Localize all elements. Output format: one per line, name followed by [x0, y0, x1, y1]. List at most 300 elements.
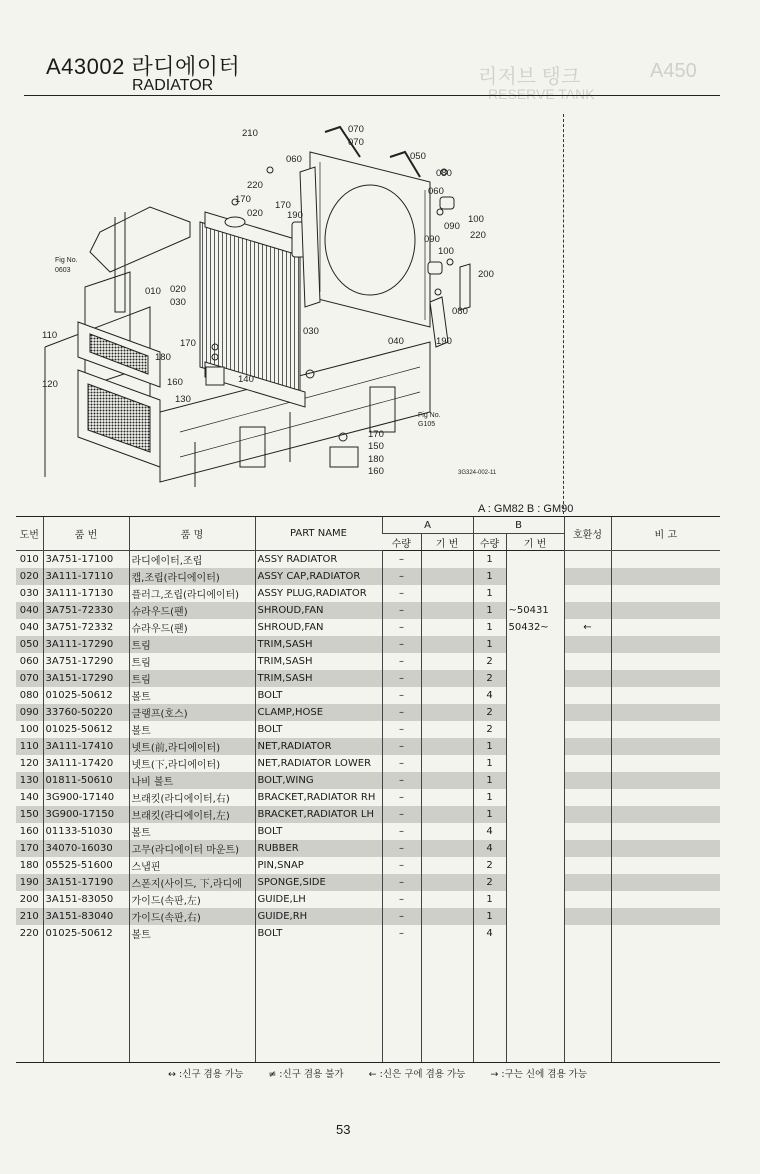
cell-sa	[421, 772, 473, 789]
page-number: 53	[336, 1122, 351, 1137]
table-row	[16, 636, 720, 653]
cell-part: 3A751-17100	[43, 551, 129, 569]
cell-qa: –	[382, 568, 421, 585]
cell-qa: –	[382, 891, 421, 908]
table-row	[16, 857, 720, 874]
cell-sb	[506, 755, 564, 772]
cell-no: 210	[16, 908, 43, 925]
cell-sa	[421, 755, 473, 772]
col-remarks-header: 비 고	[611, 517, 720, 551]
cell-ic	[564, 585, 611, 602]
cell-rm	[611, 619, 720, 636]
fig-ref-1-label: Fig No.	[55, 257, 78, 264]
cell-no: 220	[19, 928, 39, 939]
cell-sa	[421, 704, 473, 721]
callout-220a: 220	[247, 180, 263, 191]
cell-ic	[564, 670, 611, 687]
cell-no: 170	[16, 840, 43, 857]
cell-qb: 1	[473, 908, 506, 925]
col-part-no-header: 품 번	[43, 517, 129, 551]
callout-200: 200	[478, 269, 494, 280]
cell-name: NET,RADIATOR LOWER	[255, 755, 382, 772]
cell-qb: 4	[473, 687, 506, 704]
cell-name: BOLT	[255, 721, 382, 738]
cell-rm	[611, 670, 720, 687]
cell-qa: –	[382, 789, 421, 806]
cell-part: 3A751-72332	[43, 619, 129, 636]
cell-no: 050	[16, 636, 43, 653]
cell-ko: 가이드(속판,左)	[129, 891, 255, 908]
cell-ko: 나비 볼트	[129, 772, 255, 789]
callout-090a: 090	[444, 221, 460, 232]
table-row	[16, 670, 720, 687]
cell-part: 3G900-17140	[43, 789, 129, 806]
cell-empty	[382, 942, 421, 1063]
interchange-legend	[168, 1066, 609, 1080]
table-row	[16, 602, 720, 619]
table-row	[16, 568, 720, 585]
cell-ko: 고무(라디에이터 마운트)	[129, 840, 255, 857]
cell-ko: 클램프(호스)	[129, 704, 255, 721]
cell-sa	[421, 908, 473, 925]
cell-part: 01025-50612	[43, 925, 129, 942]
cell-qb: 1	[473, 806, 506, 823]
cell-ic	[564, 840, 611, 857]
cell-sa	[421, 925, 473, 942]
cell-no: 150	[16, 806, 43, 823]
cell-empty	[16, 942, 43, 1063]
cell-rm	[611, 636, 720, 653]
cell-ic	[564, 687, 611, 704]
cell-ic	[564, 925, 611, 942]
cell-ic	[564, 823, 611, 840]
callout-220b: 220	[470, 230, 486, 241]
callout-050: 050	[410, 151, 426, 162]
cell-name: GUIDE,RH	[255, 908, 382, 925]
cell-qb: 2	[473, 874, 506, 891]
cell-qa: –	[382, 908, 421, 925]
cell-name: BOLT	[255, 925, 382, 942]
cell-qa: –	[382, 874, 421, 891]
cell-qb: 1	[473, 772, 506, 789]
cell-name: PIN,SNAP	[255, 857, 382, 874]
cell-qa: –	[382, 772, 421, 789]
group-b-header: B	[473, 517, 564, 534]
cell-qa: –	[382, 840, 421, 857]
cell-empty	[43, 942, 129, 1063]
cell-no: 200	[19, 894, 39, 905]
section-title-ko: 라디에이터	[131, 54, 241, 79]
cell-sa	[421, 602, 473, 619]
table-row	[16, 687, 720, 704]
cell-no: 080	[19, 690, 39, 701]
cell-sa	[421, 857, 473, 874]
callout-020b: 020	[170, 284, 186, 295]
cell-qa: –	[382, 721, 421, 738]
ghost-title-ko: 리저브 탱크	[478, 66, 581, 88]
cell-part: 3A111-17130	[43, 585, 129, 602]
title-rule	[24, 95, 720, 96]
cell-no: 090	[16, 704, 43, 721]
cell-empty	[506, 942, 564, 1063]
cell-sa	[421, 636, 473, 653]
cell-qb: 4	[473, 840, 506, 857]
cell-ko: 브래킷(라디에이터,右)	[129, 789, 255, 806]
cell-no: 030	[19, 588, 39, 599]
callout-080b: 080	[452, 306, 468, 317]
cell-rm	[611, 840, 720, 857]
callout-040: 040	[388, 336, 404, 347]
cell-no: 140	[19, 792, 39, 803]
col-name-ko-header: 품 명	[129, 517, 255, 551]
cell-qa: –	[382, 636, 421, 653]
cell-rm	[611, 772, 720, 789]
cell-qa: –	[382, 704, 421, 721]
cell-name: BOLT	[255, 823, 382, 840]
legend-item-old-to-new: → :구는 신에 겸용 가능	[490, 1069, 587, 1080]
cell-qa: –	[382, 551, 421, 569]
callout-130: 130	[175, 394, 191, 405]
callout-140: 140	[238, 374, 254, 385]
cell-ic	[564, 755, 611, 772]
cell-ic	[564, 738, 611, 755]
fig-ref-1-number: 0603	[55, 267, 71, 274]
callout-170c: 170	[180, 338, 196, 349]
cell-rm	[611, 789, 720, 806]
cell-part: 01133-51030	[43, 823, 129, 840]
callout-150: 150	[368, 441, 384, 452]
cell-ko: 플러그,조립(라디에이터)	[129, 585, 255, 602]
cell-sb: 50432~	[506, 619, 564, 636]
legend-item-none: ≠ :신구 겸용 불가	[268, 1069, 344, 1080]
callout-160b: 160	[368, 466, 384, 477]
cell-name: BRACKET,RADIATOR RH	[255, 789, 382, 806]
cell-qb: 1	[473, 891, 506, 908]
cell-qb: 2	[473, 721, 506, 738]
cell-sb: ~50431	[506, 602, 564, 619]
cell-part: 3A111-17110	[43, 568, 129, 585]
cell-ic	[564, 653, 611, 670]
cell-sb	[506, 687, 564, 704]
callout-070b: 070	[348, 137, 364, 148]
table-row	[16, 908, 720, 925]
col-serial-a-header: 기 번	[421, 534, 473, 551]
cell-ko: 볼트	[129, 925, 255, 942]
cell-ic	[564, 789, 611, 806]
cell-sa	[421, 806, 473, 823]
callout-120: 120	[42, 379, 58, 390]
cell-name: ASSY PLUG,RADIATOR	[255, 585, 382, 602]
cell-sa	[421, 840, 473, 857]
callout-210: 210	[242, 128, 258, 139]
col-qty-a-header: 수량	[382, 534, 421, 551]
cell-qb: 2	[473, 857, 506, 874]
exploded-diagram	[30, 112, 560, 492]
cell-qb: 1	[473, 585, 506, 602]
col-interchange-header: 호환성	[564, 517, 611, 551]
cell-rm	[611, 891, 720, 908]
cell-empty	[421, 942, 473, 1063]
cell-name: ASSY RADIATOR	[255, 551, 382, 569]
callout-080a: 080	[436, 168, 452, 179]
cell-ko: 브래킷(라디에이터,左)	[129, 806, 255, 823]
cell-name: SHROUD,FAN	[255, 602, 382, 619]
section-code: A43002	[46, 54, 125, 79]
cell-rm	[611, 755, 720, 772]
cell-part: 33760-50220	[43, 704, 129, 721]
table-row	[16, 806, 720, 823]
cell-part: 34070-16030	[43, 840, 129, 857]
cell-sa	[421, 823, 473, 840]
cell-rm	[611, 721, 720, 738]
cell-sa	[421, 670, 473, 687]
cell-qa: –	[382, 602, 421, 619]
cell-part: 3A111-17420	[43, 755, 129, 772]
cell-ic	[564, 602, 611, 619]
cell-ko: 슈라우드(팬)	[129, 602, 255, 619]
cell-ko: 넷트(前,라디에이터)	[129, 738, 255, 755]
cell-name: CLAMP,HOSE	[255, 704, 382, 721]
cell-ic	[564, 636, 611, 653]
cell-rm	[611, 908, 720, 925]
table-row	[16, 891, 720, 908]
cell-part: 3A111-17410	[43, 738, 129, 755]
cell-qb: 1	[473, 619, 506, 636]
cell-sb	[506, 840, 564, 857]
cell-name: TRIM,SASH	[255, 653, 382, 670]
cell-rm	[611, 551, 720, 569]
cell-sb	[506, 925, 564, 942]
cell-no: 020	[16, 568, 43, 585]
cell-no: 100	[19, 724, 39, 735]
cell-part: 3A151-83040	[43, 908, 129, 925]
cell-part: 3A151-17290	[43, 670, 129, 687]
callout-170d: 170	[368, 429, 384, 440]
cell-qa: –	[382, 857, 421, 874]
parts-table-body	[16, 551, 720, 1063]
cell-no: 160	[19, 826, 39, 837]
table-row	[16, 925, 720, 942]
cell-sa	[421, 891, 473, 908]
legend-item-both: ↔ :신구 겸용 가능	[168, 1069, 244, 1080]
cell-sa	[421, 653, 473, 670]
cell-empty	[255, 942, 382, 1063]
cell-ko: 볼트	[129, 823, 255, 840]
table-row	[16, 874, 720, 891]
callout-060b: 060	[428, 186, 444, 197]
cell-sb	[506, 789, 564, 806]
cell-ic	[564, 908, 611, 925]
group-a-header: A	[382, 517, 473, 534]
cell-rm	[611, 585, 720, 602]
table-row	[16, 619, 720, 636]
callout-060a: 060	[286, 154, 302, 165]
cell-sa	[421, 687, 473, 704]
cell-sb	[506, 721, 564, 738]
callout-100a: 100	[468, 214, 484, 225]
cell-qb: 1	[473, 568, 506, 585]
cell-ic: ←	[564, 619, 611, 636]
cell-qb: 1	[473, 602, 506, 619]
cell-name: SPONGE,SIDE	[255, 874, 382, 891]
cell-qa: –	[382, 755, 421, 772]
cell-qb: 2	[473, 670, 506, 687]
cell-name: RUBBER	[255, 840, 382, 857]
cell-no: 060	[19, 656, 39, 667]
cell-part: 3A151-17190	[43, 874, 129, 891]
callout-030a: 030	[303, 326, 319, 337]
table-row	[16, 755, 720, 772]
fig-ref-2-number: G105	[418, 421, 436, 428]
col-serial-b-header: 기 번	[506, 534, 564, 551]
cell-empty	[473, 942, 506, 1063]
cell-name: NET,RADIATOR	[255, 738, 382, 755]
callout-160a: 160	[167, 377, 183, 388]
cell-no: 110	[16, 738, 43, 755]
callout-090b: 090	[424, 234, 440, 245]
cell-part: 3A151-83050	[43, 891, 129, 908]
ghost-code: A450	[650, 60, 697, 82]
cell-part: 3A751-72330	[43, 602, 129, 619]
callout-190a: 190	[287, 210, 303, 221]
callout-190b: 190	[436, 336, 452, 347]
cell-no: 130	[16, 772, 43, 789]
cell-rm	[611, 925, 720, 942]
cell-no: 180	[19, 860, 39, 871]
col-no-header: 도번	[16, 517, 43, 551]
cell-ic	[564, 772, 611, 789]
cell-empty	[611, 942, 720, 1063]
cell-ic	[564, 891, 611, 908]
cell-qb: 1	[473, 789, 506, 806]
section-title-en: RADIATOR	[132, 77, 214, 94]
callout-170b: 170	[275, 200, 291, 211]
dashed-divider	[563, 114, 564, 514]
cell-qb: 2	[473, 704, 506, 721]
drawing-number: 3G324-002-11	[458, 470, 497, 476]
cell-qa: –	[382, 687, 421, 704]
cell-qb: 2	[473, 653, 506, 670]
cell-qa: –	[382, 806, 421, 823]
cell-sb	[506, 823, 564, 840]
cell-name: ASSY CAP,RADIATOR	[255, 568, 382, 585]
cell-sa	[421, 551, 473, 569]
cell-qa: –	[382, 653, 421, 670]
cell-rm	[611, 687, 720, 704]
cell-rm	[611, 823, 720, 840]
cell-qb: 4	[473, 823, 506, 840]
cell-no: 010	[19, 554, 39, 565]
col-qty-b-header: 수량	[473, 534, 506, 551]
table-row	[16, 823, 720, 840]
callout-180b: 180	[368, 454, 384, 465]
table-row	[16, 840, 720, 857]
cell-ko: 트림	[129, 653, 255, 670]
table-row	[16, 704, 720, 721]
cell-no: 190	[16, 874, 43, 891]
cell-part: 3A111-17290	[43, 636, 129, 653]
cell-sb	[506, 874, 564, 891]
legend-item-new-to-old: ← :신은 구에 겸용 가능	[368, 1069, 466, 1080]
parts-table	[16, 516, 720, 1063]
cell-name: BOLT,WING	[255, 772, 382, 789]
callout-170a: 170	[235, 194, 251, 205]
cell-qa: –	[382, 585, 421, 602]
callout-020a: 020	[247, 208, 263, 219]
cell-part: 3A751-17290	[43, 653, 129, 670]
cell-qa: –	[382, 823, 421, 840]
cell-sa	[421, 738, 473, 755]
cell-sa	[421, 568, 473, 585]
cell-part: 01025-50612	[43, 687, 129, 704]
table-row	[16, 585, 720, 602]
cell-sa	[421, 789, 473, 806]
cell-qa: –	[382, 738, 421, 755]
cell-ko: 가이드(속판,右)	[129, 908, 255, 925]
cell-ic	[564, 806, 611, 823]
cell-ko: 스냅핀	[129, 857, 255, 874]
cell-rm	[611, 704, 720, 721]
table-row	[16, 721, 720, 738]
cell-no: 070	[16, 670, 43, 687]
cell-part: 01025-50612	[43, 721, 129, 738]
cell-name: TRIM,SASH	[255, 670, 382, 687]
cell-ko: 라디에이터,조립	[129, 551, 255, 569]
cell-ko: 트림	[129, 670, 255, 687]
cell-qa: –	[382, 619, 421, 636]
callout-110: 110	[42, 330, 58, 341]
cell-rm	[611, 568, 720, 585]
cell-rm	[611, 857, 720, 874]
cell-sb	[506, 704, 564, 721]
cell-ko: 캡,조립(라디에이터)	[129, 568, 255, 585]
cell-sb	[506, 636, 564, 653]
cell-ic	[564, 874, 611, 891]
table-filler-row	[16, 942, 720, 1063]
cell-sb	[506, 653, 564, 670]
cell-rm	[611, 874, 720, 891]
cell-ko: 볼트	[129, 687, 255, 704]
cell-sb	[506, 908, 564, 925]
table-row	[16, 738, 720, 755]
cell-qb: 1	[473, 755, 506, 772]
table-row	[16, 551, 720, 569]
cell-qb: 1	[473, 738, 506, 755]
cell-ic	[564, 568, 611, 585]
cell-rm	[611, 806, 720, 823]
cell-name: GUIDE,LH	[255, 891, 382, 908]
cell-sb	[506, 568, 564, 585]
cell-qb: 1	[473, 551, 506, 569]
cell-part: 01811-50610	[43, 772, 129, 789]
cell-ko: 슈라우드(팬)	[129, 619, 255, 636]
cell-sa	[421, 619, 473, 636]
table-row	[16, 789, 720, 806]
cell-ko: 넷트(下,라디에이터)	[129, 755, 255, 772]
cell-sa	[421, 721, 473, 738]
table-row	[16, 772, 720, 789]
callout-010: 010	[145, 286, 161, 297]
cell-ko: 트림	[129, 636, 255, 653]
cell-sa	[421, 585, 473, 602]
cell-name: BRACKET,RADIATOR LH	[255, 806, 382, 823]
cell-sa	[421, 874, 473, 891]
cell-sb	[506, 772, 564, 789]
cell-qb: 1	[473, 636, 506, 653]
model-key: A : GM82 B : GM90	[478, 503, 574, 515]
callout-100b: 100	[438, 246, 454, 257]
ghost-title-en: RESERVE TANK	[488, 86, 595, 102]
